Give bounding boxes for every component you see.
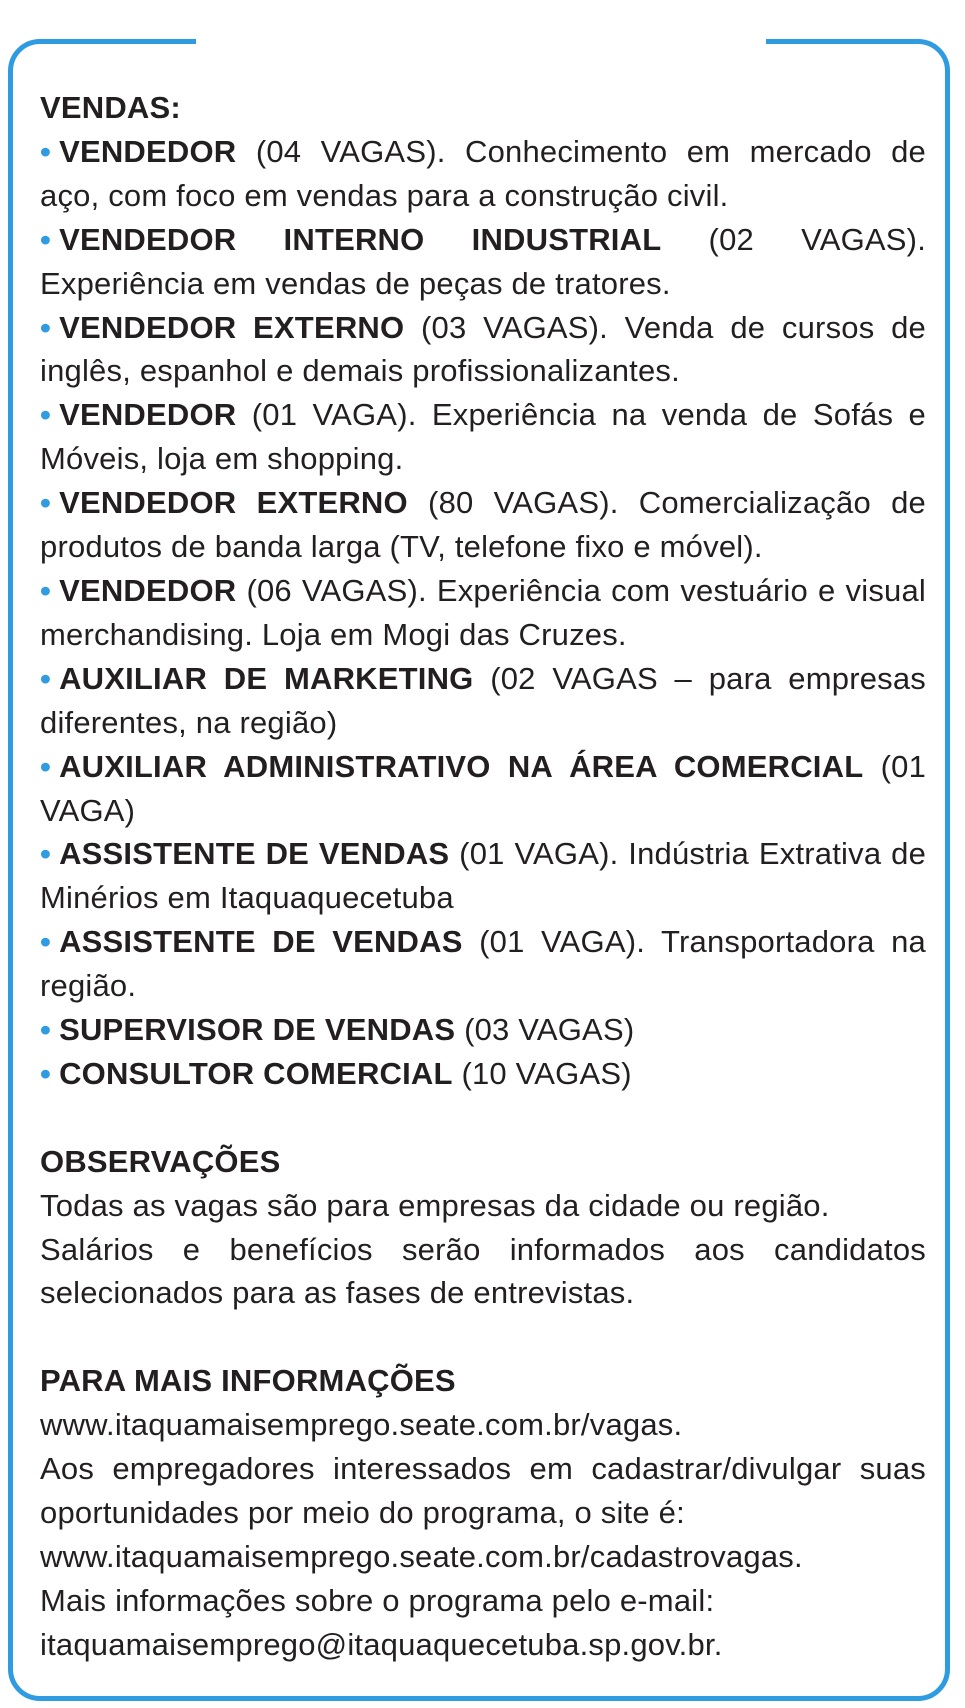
job-title: AUXILIAR DE MARKETING xyxy=(59,660,474,696)
bullet-icon: • xyxy=(40,1012,52,1048)
job-details: (01 VAGA). Transportadora na região. xyxy=(40,924,926,1004)
employers-link[interactable]: www.itaquamaisemprego.seate.com.br/cadastrovagas. xyxy=(40,1538,803,1574)
job-title: CONSULTOR COMERCIAL xyxy=(59,1055,453,1091)
section-spacer xyxy=(40,1096,926,1140)
bullet-icon: • xyxy=(40,748,52,784)
list-item xyxy=(40,306,926,394)
job-details: (80 VAGAS). Comercialização de produtos de banda larga (TV, telefone fixo e móvel). xyxy=(40,485,926,565)
bullet-icon: • xyxy=(40,836,52,872)
job-title: ASSISTENTE DE VENDAS xyxy=(59,836,450,872)
more-info-heading: PARA MAIS INFORMAÇÕES xyxy=(40,1363,456,1399)
bullet-icon: • xyxy=(40,1055,52,1091)
job-title: VENDEDOR EXTERNO xyxy=(59,309,405,345)
bullet-icon: • xyxy=(40,660,52,696)
list-item xyxy=(40,1052,926,1096)
bullet-icon: • xyxy=(40,485,52,521)
job-details: (02 VAGAS). Experiência em vendas de peças de tratores. xyxy=(40,221,927,301)
observations-heading: OBSERVAÇÕES xyxy=(40,1143,281,1179)
observations-line: Salários e benefícios serão informados aos candidatos selecionados para as fases de entrevistas. xyxy=(40,1231,926,1311)
job-title: VENDEDOR xyxy=(59,397,237,433)
list-item xyxy=(40,393,926,481)
bullet-icon: • xyxy=(40,133,52,169)
sales-heading: VENDAS: xyxy=(40,90,181,125)
bullet-icon: • xyxy=(40,221,52,257)
bullet-icon: • xyxy=(40,572,52,608)
list-item xyxy=(40,920,926,1008)
job-title: VENDEDOR INTERNO INDUSTRIAL xyxy=(59,221,662,257)
list-item xyxy=(40,657,926,745)
list-item xyxy=(40,832,926,920)
job-details: (03 VAGAS). Venda de cursos de inglês, espanhol e demais profissionalizantes. xyxy=(40,309,926,389)
frame-top-gap xyxy=(196,34,766,50)
employers-text: Aos empregadores interessados em cadastrar/divulgar suas oportunidades por meio do programa, o site é: xyxy=(40,1451,926,1530)
vacancies-link[interactable]: www.itaquamaisemprego.seate.com.br/vagas. xyxy=(40,1407,683,1443)
job-title: VENDEDOR EXTERNO xyxy=(59,485,408,521)
bullet-icon: • xyxy=(40,309,52,345)
observations-line: Todas as vagas são para empresas da cidade ou região. xyxy=(40,1187,830,1223)
list-item xyxy=(40,481,926,569)
sales-list xyxy=(40,130,926,1096)
job-title: AUXILIAR ADMINISTRATIVO NA ÁREA COMERCIAL xyxy=(59,748,864,784)
job-title: ASSISTENTE DE VENDAS xyxy=(59,924,463,960)
list-item xyxy=(40,745,926,833)
email-link[interactable]: itaquamaisemprego@itaquaquecetuba.sp.gov.br. xyxy=(40,1626,723,1662)
job-title: SUPERVISOR DE VENDAS xyxy=(59,1012,456,1048)
bullet-icon: • xyxy=(40,924,52,960)
job-details: (01 VAGA) xyxy=(40,748,927,828)
list-item xyxy=(40,569,926,657)
job-details: (02 VAGAS – para empresas diferentes, na região) xyxy=(40,660,926,740)
job-details: (01 VAGA). Indústria Extrativa de Minérios em Itaquaquecetuba xyxy=(40,836,927,916)
list-item xyxy=(40,130,926,218)
job-details: (01 VAGA). Experiência na venda de Sofás e Móveis, loja em shopping. xyxy=(40,397,926,477)
job-details: (03 VAGAS) xyxy=(455,1012,635,1048)
job-title: VENDEDOR xyxy=(59,572,237,608)
job-details: (06 VAGAS). Experiência com vestuário e visual merchandising. Loja em Mogi das Cruzes. xyxy=(40,572,926,652)
bullet-icon: • xyxy=(40,397,52,433)
job-title: VENDEDOR xyxy=(59,133,237,169)
section-spacer xyxy=(40,1315,926,1359)
email-text: Mais informações sobre o programa pelo e-mail: xyxy=(40,1582,715,1618)
job-details: (10 VAGAS) xyxy=(452,1055,632,1091)
job-details: (04 VAGAS). Conhecimento em mercado de aço, com foco em vendas para a construção civil. xyxy=(40,133,926,213)
list-item xyxy=(40,218,926,306)
job-listing-content xyxy=(40,86,926,1667)
list-item xyxy=(40,1008,926,1052)
